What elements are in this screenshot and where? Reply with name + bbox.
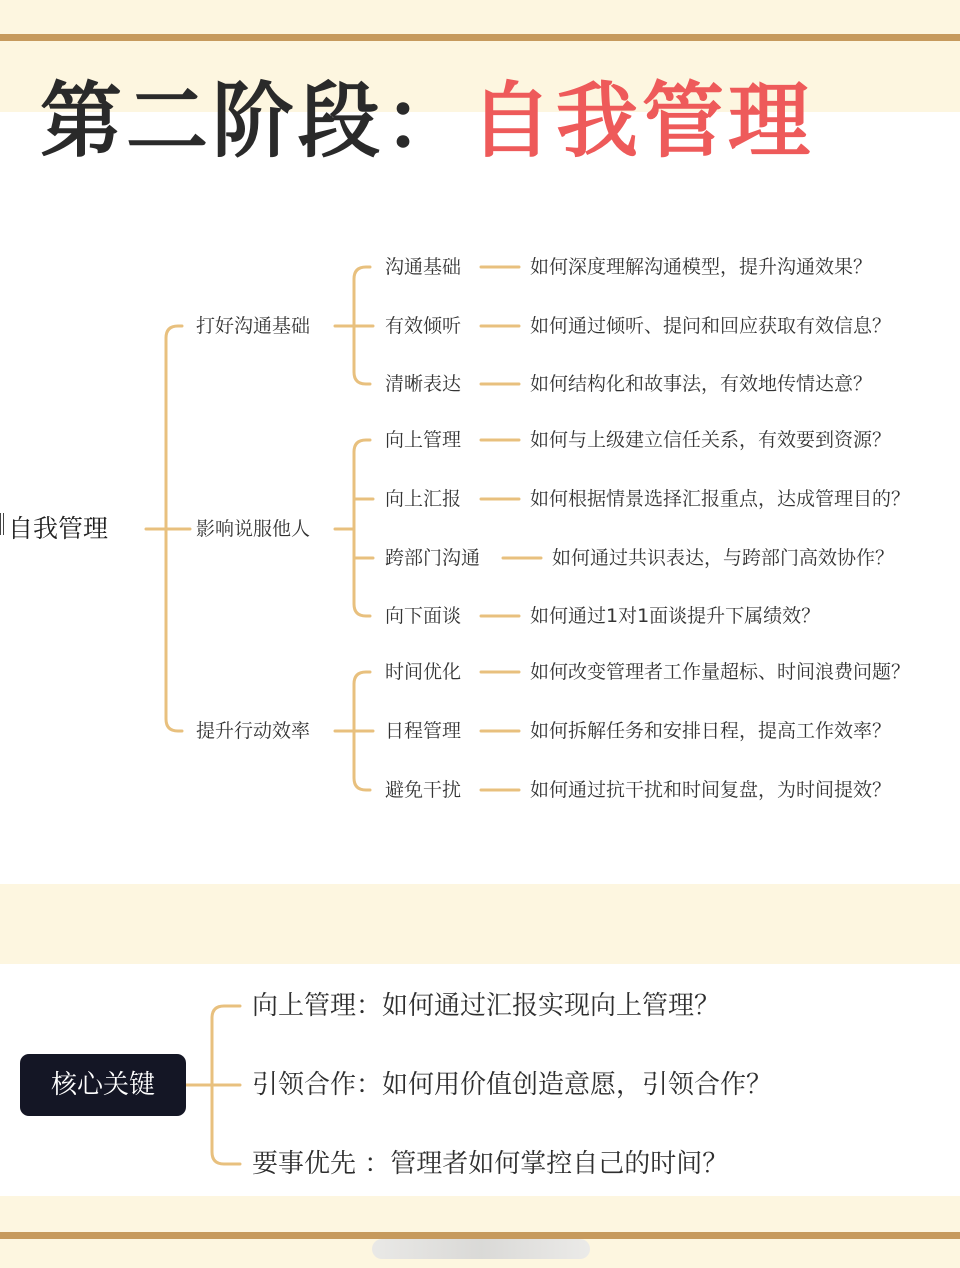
core-item-text: 管理者如何掌控自己的时间？ bbox=[390, 1149, 729, 1179]
topic-label: 日程管理 bbox=[385, 720, 462, 742]
core-item bbox=[252, 1144, 728, 1184]
topic-label: 清晰表达 bbox=[385, 373, 462, 395]
topic-question: 如何通过倾听、提问和回应获取有效信息？ bbox=[530, 315, 892, 337]
core-item-text: 如何通过汇报实现向上管理？ bbox=[382, 991, 721, 1021]
core-item-sep: ： bbox=[356, 1149, 391, 1179]
topic-label: 跨部门沟通 bbox=[385, 547, 481, 569]
topic-question: 如何拆解任务和安排日程，提高工作效率？ bbox=[530, 720, 892, 742]
branch-label: 提升行动效率 bbox=[196, 720, 311, 742]
topic-label: 向下面谈 bbox=[385, 605, 462, 627]
topic-question: 如何通过1对1面谈提升下属绩效？ bbox=[530, 605, 821, 627]
core-item-sep: ： bbox=[356, 1070, 383, 1100]
watermark bbox=[372, 1239, 590, 1259]
topic-label: 向上管理 bbox=[385, 429, 462, 451]
core-item bbox=[252, 986, 720, 1026]
branch-label: 打好沟通基础 bbox=[196, 315, 311, 337]
core-item-label: 向上管理 bbox=[252, 991, 357, 1021]
topic-question: 如何结构化和故事法，有效地传情达意？ bbox=[530, 373, 873, 395]
topic-question: 如何深度理解沟通模型，提升沟通效果？ bbox=[530, 256, 873, 278]
core-item-label: 引领合作 bbox=[252, 1070, 357, 1100]
core-key-badge: 核心关键 bbox=[20, 1054, 186, 1116]
root-node: 自我管理 bbox=[8, 514, 109, 543]
topic-label: 有效倾听 bbox=[385, 315, 462, 337]
topic-question: 如何与上级建立信任关系，有效要到资源？ bbox=[530, 429, 892, 451]
topic-question: 如何改变管理者工作量超标、时间浪费问题？ bbox=[530, 661, 911, 683]
topic-label: 避免干扰 bbox=[385, 779, 462, 801]
title-prefix: 第二阶段： bbox=[40, 74, 471, 169]
topic-label: 沟通基础 bbox=[385, 256, 462, 278]
root-marker bbox=[0, 513, 6, 535]
branch-label: 影响说服他人 bbox=[196, 518, 311, 540]
core-item-label: 要事优先 bbox=[252, 1149, 357, 1179]
topic-question: 如何通过共识表达，与跨部门高效协作？ bbox=[552, 547, 895, 569]
topic-label: 向上汇报 bbox=[385, 488, 462, 510]
core-item-sep: ： bbox=[356, 991, 383, 1021]
topic-question: 如何根据情景选择汇报重点，达成管理目的？ bbox=[530, 488, 911, 510]
core-item-text: 如何用价值创造意愿，引领合作？ bbox=[382, 1070, 773, 1100]
core-item bbox=[252, 1065, 772, 1105]
title-highlight: 自我管理 bbox=[470, 74, 815, 169]
topic-label: 时间优化 bbox=[385, 661, 462, 683]
topic-question: 如何通过抗干扰和时间复盘，为时间提效？ bbox=[530, 779, 892, 801]
